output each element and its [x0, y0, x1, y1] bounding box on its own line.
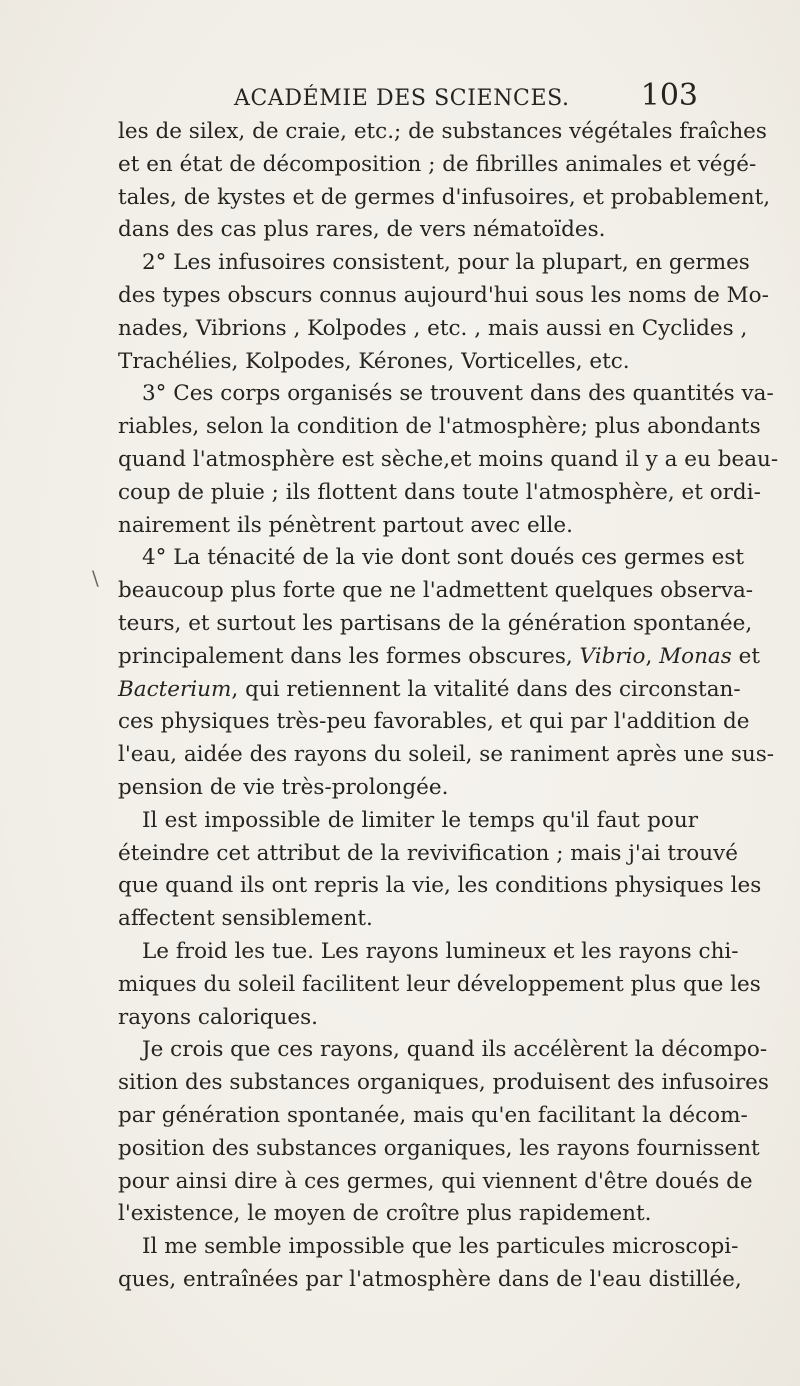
text-span: ques, entraînées par l'atmosphère dans de l'eau distillée, — [118, 1266, 742, 1292]
text-span: principalement dans les formes obscures, — [118, 643, 580, 669]
text-line — [118, 936, 739, 969]
text-span: dans des cas plus rares, de vers nématoïdes. — [118, 217, 606, 243]
text-line — [118, 1034, 768, 1067]
text-span: , qui retiennent la vitalité dans des circonstan- — [231, 676, 741, 702]
text-line — [118, 608, 753, 641]
text-line — [118, 280, 769, 313]
text-span: et — [731, 643, 760, 669]
text-span: rayons caloriques. — [118, 1004, 318, 1030]
text-span: affectent sensiblement. — [118, 906, 373, 932]
text-span: 3° Ces corps organisés se trouvent dans des quantités va- — [142, 381, 774, 407]
text-line — [118, 870, 762, 903]
text-span: par génération spontanée, mais qu'en facilitant la décom- — [118, 1102, 748, 1128]
text-span: Il me semble impossible que les particules microscopi- — [142, 1234, 739, 1260]
text-span: 4° La ténacité de la vie dont sont doués ces germes est — [142, 545, 745, 571]
text-line — [118, 149, 757, 182]
text-span: position des substances organiques, les rayons fournissent — [118, 1135, 760, 1161]
text-span: éteindre cet attribut de la revivification ; mais j'ai trouvé — [118, 840, 738, 866]
text-span: ces physiques très-peu favorables, et qui par l'addition de — [118, 709, 750, 735]
text-span: que quand ils ont repris la vie, les conditions physiques les — [118, 873, 762, 899]
text-span: Le froid les tue. Les rayons lumineux et les rayons chi- — [142, 938, 739, 964]
text-span: tales, de kystes et de germes d'infusoires, et probablement, — [118, 184, 771, 210]
text-line — [118, 378, 774, 411]
text-line — [118, 1067, 769, 1100]
text-line — [118, 444, 779, 477]
text-span: sition des substances organiques, produisent des infusoires — [118, 1070, 769, 1096]
text-span: coup de pluie ; ils flottent dans toute l'atmosphère, et ordi- — [118, 479, 761, 505]
text-line — [118, 116, 767, 149]
text-line — [118, 1100, 748, 1133]
text-line — [118, 214, 698, 247]
italic-term: Vibrio — [579, 643, 646, 669]
text-line — [118, 706, 750, 739]
text-span: miques du soleil facilitent leur développement plus que les — [118, 971, 761, 997]
text-line — [118, 477, 761, 510]
italic-term: Monas — [659, 643, 732, 669]
text-span: Trachélies, Kolpodes, Kérones, Vorticelles, etc. — [118, 348, 630, 374]
text-line — [118, 674, 741, 707]
text-span: Il est impossible de limiter le temps qu'il faut pour — [142, 807, 698, 833]
text-span: Je crois que ces rayons, quand ils accélèrent la décompo- — [142, 1037, 768, 1063]
text-line — [118, 838, 738, 871]
text-line — [118, 182, 771, 215]
text-line — [118, 772, 698, 805]
text-line — [118, 575, 754, 608]
text-line — [118, 510, 698, 543]
text-span: nairement ils pénètrent partout avec elle. — [118, 512, 573, 538]
text-span: des types obscurs connus aujourd'hui sous les noms de Mo- — [118, 282, 769, 308]
running-title: ACADÉMIE DES SCIENCES. — [234, 86, 570, 111]
body-text — [118, 116, 779, 1297]
text-line — [118, 1198, 698, 1231]
text-line — [118, 346, 698, 379]
text-span: beaucoup plus forte que ne l'admettent quelques observa- — [118, 578, 754, 604]
italic-term: Bacterium — [118, 676, 232, 702]
text-line — [118, 411, 761, 444]
text-span: l'existence, le moyen de croître plus rapidement. — [118, 1201, 652, 1227]
text-line — [118, 1264, 742, 1297]
margin-mark: \ — [92, 566, 99, 590]
text-span: et en état de décomposition ; de fibrilles animales et végé- — [118, 151, 757, 177]
text-line — [118, 1133, 760, 1166]
text-line — [118, 969, 761, 1002]
text-span: riables, selon la condition de l'atmosphère; plus abondants — [118, 414, 761, 440]
text-line — [118, 313, 748, 346]
text-span: l'eau, aidée des rayons du soleil, se raniment après une sus- — [118, 742, 775, 768]
text-span: , — [645, 643, 660, 669]
text-line — [118, 542, 745, 575]
text-line — [118, 1002, 698, 1035]
text-line — [118, 247, 750, 280]
text-span: 2° Les infusoires consistent, pour la plupart, en germes — [142, 250, 750, 276]
text-span: pension de vie très-prolongée. — [118, 774, 449, 800]
text-span: pour ainsi dire à ces germes, qui viennent d'être doués de — [118, 1168, 753, 1194]
text-line — [118, 903, 698, 936]
text-line — [118, 805, 698, 838]
text-span: nades, Vibrions , Kolpodes , etc. , mais aussi en Cyclides , — [118, 315, 748, 341]
text-line — [118, 739, 775, 772]
text-line — [118, 1166, 753, 1199]
text-line — [118, 641, 760, 674]
text-line — [118, 1231, 739, 1264]
page-header — [118, 78, 698, 118]
text-span: teurs, et surtout les partisans de la génération spontanée, — [118, 610, 753, 636]
text-span: quand l'atmosphère est sèche,et moins quand il y a eu beau- — [118, 446, 779, 472]
text-span: les de silex, de craie, etc.; de substances végétales fraîches — [118, 119, 767, 144]
page-number: 103 — [640, 78, 698, 113]
